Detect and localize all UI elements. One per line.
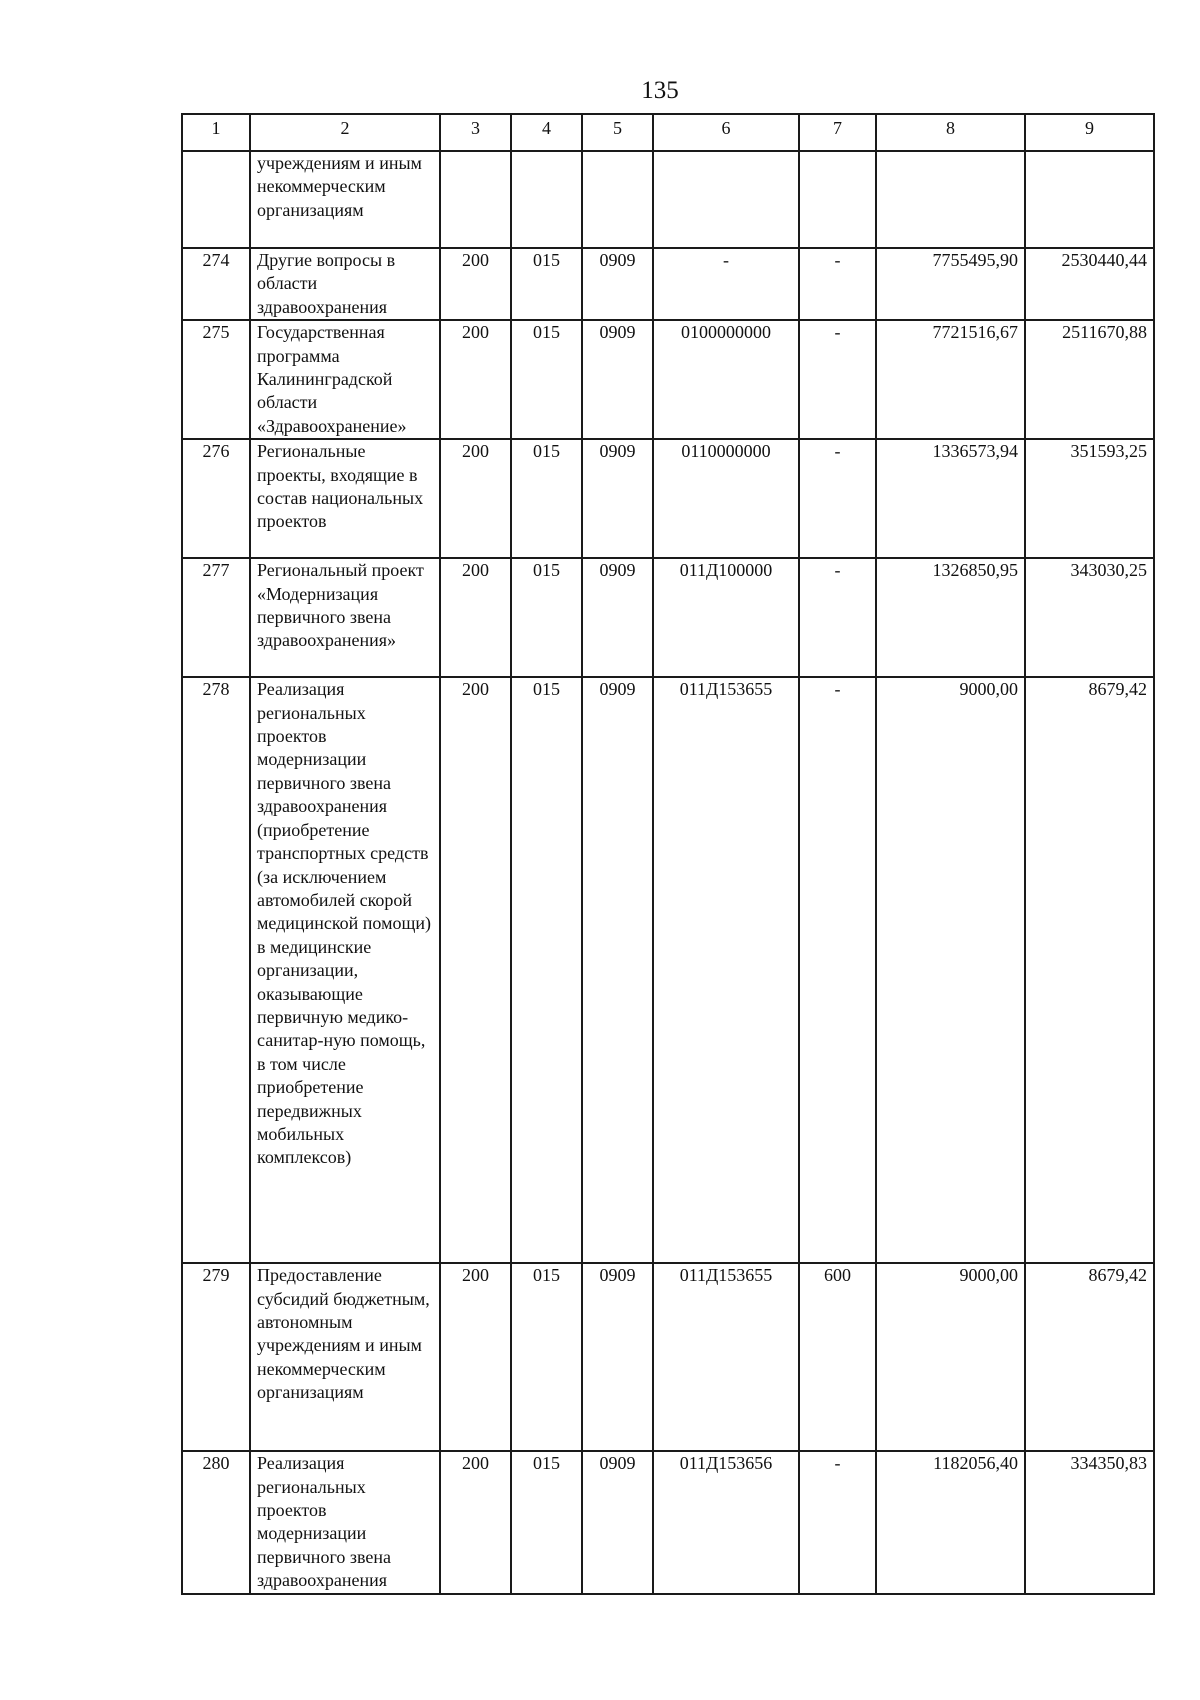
expense-type: -	[799, 320, 876, 439]
target-code: -	[653, 248, 799, 320]
section-code	[582, 151, 653, 248]
table-row	[182, 151, 1154, 248]
table-row	[182, 248, 1154, 320]
admin-code	[440, 151, 511, 248]
amount-executed: 2530440,44	[1025, 248, 1154, 320]
page-number: 135	[641, 77, 679, 104]
admin-code: 200	[440, 558, 511, 677]
amount-executed	[1025, 151, 1154, 248]
amount-executed: 2511670,88	[1025, 320, 1154, 439]
section-code: 0909	[582, 677, 653, 1263]
amount-planned: 9000,00	[876, 1263, 1025, 1451]
column-header: 7	[799, 114, 876, 151]
amount-executed: 8679,42	[1025, 1263, 1154, 1451]
admin-code: 200	[440, 1263, 511, 1451]
amount-planned: 9000,00	[876, 677, 1025, 1263]
expense-type: -	[799, 1451, 876, 1593]
amount-executed: 343030,25	[1025, 558, 1154, 677]
admin-code: 200	[440, 248, 511, 320]
ministry-code: 015	[511, 1263, 582, 1451]
expense-type: 600	[799, 1263, 876, 1451]
table-row	[182, 1263, 1154, 1451]
target-code: 0110000000	[653, 439, 799, 558]
row-number	[182, 151, 250, 248]
table-row	[182, 558, 1154, 677]
table-row	[182, 677, 1154, 1263]
row-number: 276	[182, 439, 250, 558]
admin-code: 200	[440, 1451, 511, 1593]
amount-planned: 7721516,67	[876, 320, 1025, 439]
section-code: 0909	[582, 558, 653, 677]
ministry-code: 015	[511, 439, 582, 558]
row-number: 274	[182, 248, 250, 320]
section-code: 0909	[582, 320, 653, 439]
item-name: учреждениям и иным некоммерческим организациям	[250, 151, 440, 248]
amount-planned: 1182056,40	[876, 1451, 1025, 1593]
section-code: 0909	[582, 248, 653, 320]
admin-code: 200	[440, 320, 511, 439]
table-row	[182, 1451, 1154, 1593]
expense-type	[799, 151, 876, 248]
row-number: 279	[182, 1263, 250, 1451]
item-name: Региональный проект «Модернизация первичного звена здравоохранения»	[250, 558, 440, 677]
target-code: 011Д153655	[653, 677, 799, 1263]
ministry-code	[511, 151, 582, 248]
table-row	[182, 320, 1154, 439]
row-number: 277	[182, 558, 250, 677]
ministry-code: 015	[511, 1451, 582, 1593]
column-header: 9	[1025, 114, 1154, 151]
expense-type: -	[799, 248, 876, 320]
section-code: 0909	[582, 439, 653, 558]
column-header: 2	[250, 114, 440, 151]
column-header: 5	[582, 114, 653, 151]
expense-type: -	[799, 439, 876, 558]
amount-planned	[876, 151, 1025, 248]
admin-code: 200	[440, 677, 511, 1263]
expense-type: -	[799, 558, 876, 677]
amount-executed: 334350,83	[1025, 1451, 1154, 1593]
budget-table	[181, 113, 1155, 1595]
item-name: Реализация региональных проектов модернизации первичного звена здравоохранения (приобретение транспортных средств (за исключением автомобилей скорой медицинской помощи) в медицинские организации, оказывающие первичную медико-санитар-ную помощь, в том числе приобретение передвижных мобильных комплексов)	[250, 677, 440, 1263]
column-header: 3	[440, 114, 511, 151]
target-code	[653, 151, 799, 248]
target-code: 011Д100000	[653, 558, 799, 677]
section-code: 0909	[582, 1451, 653, 1593]
column-header: 1	[182, 114, 250, 151]
item-name: Государственная программа Калининградской области «Здравоохранение»	[250, 320, 440, 439]
expense-type: -	[799, 677, 876, 1263]
admin-code: 200	[440, 439, 511, 558]
ministry-code: 015	[511, 677, 582, 1263]
table-row	[182, 439, 1154, 558]
amount-planned: 7755495,90	[876, 248, 1025, 320]
section-code: 0909	[582, 1263, 653, 1451]
ministry-code: 015	[511, 558, 582, 677]
item-name: Другие вопросы в области здравоохранения	[250, 248, 440, 320]
column-header: 4	[511, 114, 582, 151]
column-header: 6	[653, 114, 799, 151]
table-header-row	[182, 114, 1154, 151]
row-number: 275	[182, 320, 250, 439]
amount-executed: 8679,42	[1025, 677, 1154, 1263]
target-code: 011Д153655	[653, 1263, 799, 1451]
target-code: 011Д153656	[653, 1451, 799, 1593]
amount-planned: 1326850,95	[876, 558, 1025, 677]
item-name: Региональные проекты, входящие в состав национальных проектов	[250, 439, 440, 558]
amount-planned: 1336573,94	[876, 439, 1025, 558]
ministry-code: 015	[511, 248, 582, 320]
target-code: 0100000000	[653, 320, 799, 439]
row-number: 278	[182, 677, 250, 1263]
column-header: 8	[876, 114, 1025, 151]
ministry-code: 015	[511, 320, 582, 439]
amount-executed: 351593,25	[1025, 439, 1154, 558]
item-name: Предоставление субсидий бюджетным, автономным учреждениям и иным некоммерческим организациям	[250, 1263, 440, 1451]
row-number: 280	[182, 1451, 250, 1593]
item-name: Реализация региональных проектов модернизации первичного звена здравоохранения	[250, 1451, 440, 1593]
